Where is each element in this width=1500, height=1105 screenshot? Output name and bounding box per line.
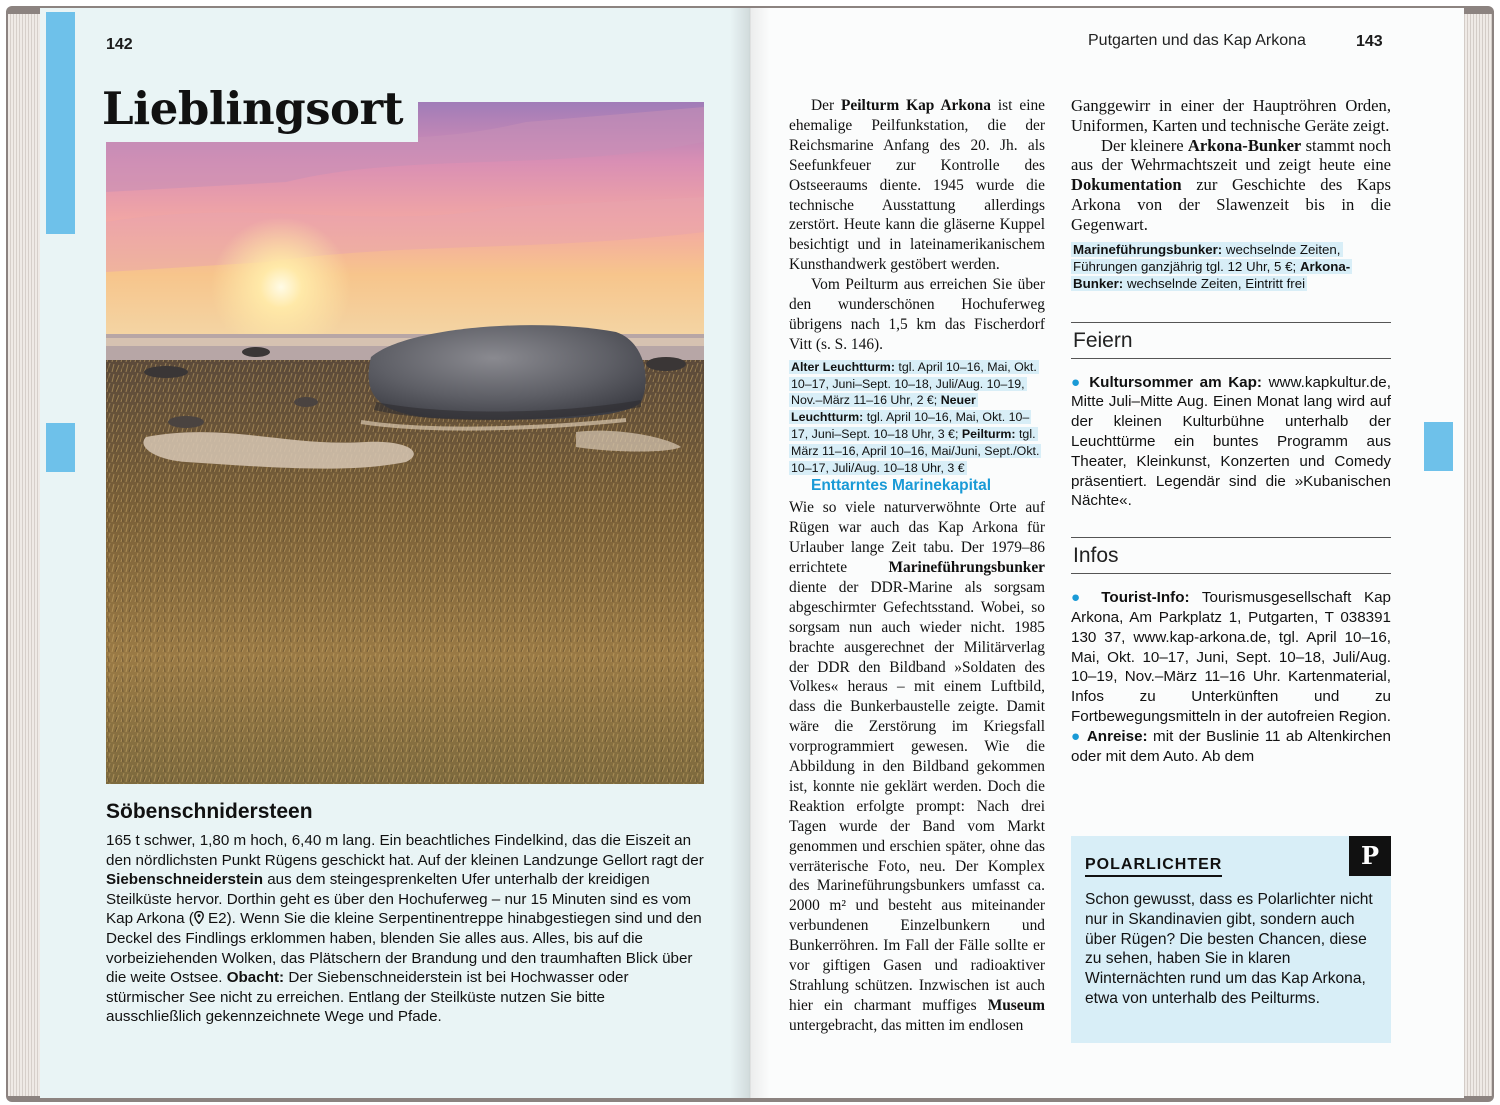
tourist-info-entry bbox=[1071, 588, 1391, 727]
text-run: Der bbox=[811, 97, 842, 114]
highlight bbox=[1071, 242, 1352, 291]
paragraph: Ganggewirr in einer der Hauptröhren Orden, Uniformen, Karten und technische Geräte zeigt. bbox=[1071, 96, 1391, 135]
text-run: tgl. April 10–16, Mai, Okt. 10–17, Juni–Sept. 10–18 Uhr, 3 €; bbox=[791, 410, 1030, 441]
text-run: 165 t schwer, 1,80 m hoch, 6,40 m lang. Ein beachtliches Findelkind, das die Eiszeit an den nördlichsten Punkt Rügens geschickt hat. Auf der kleinen Landzunge Gellort ragt der bbox=[106, 832, 704, 869]
paragraph: Vom Peilturm aus erreichen Sie über den wunderschönen Hochuferweg übrigens nach 1,5 km das Fischerdorf Vitt (s. S. 146). bbox=[789, 276, 1045, 353]
feiern-entry bbox=[1071, 373, 1391, 512]
anreise-entry bbox=[1071, 727, 1391, 767]
book-gutter bbox=[730, 8, 770, 1098]
bullet-dot-icon: ● bbox=[1071, 373, 1083, 391]
page-number-right: 143 bbox=[1356, 33, 1383, 50]
text-run: E2). Wenn Sie die kleine Serpentinentreppe hinabgestiegen sind und den Deckel des Findlings erklommen haben, blenden Sie alles aus. Alles, bis auf die vorbeiziehenden Wolken, das Plätschern der Brandung und den traumhaften Blick über die weite Ostsee. bbox=[106, 910, 702, 987]
text-run: Wie so viele naturverwöhnte Orte auf Rügen war auch das Kap Arkona für Urlauber lange Zeit tabu. Der 1979–86 errichtete bbox=[789, 499, 1045, 576]
text-run: tgl. März 11–16, April 10–16, Mai/Juni, Sept./Okt. 10–17, Juli/Aug. 10–18 Uhr, 3 € bbox=[791, 426, 1040, 475]
box-text: Schon gewusst, dass es Polarlichter nicht nur in Skandinavien gibt, sondern auch über Rügen? Die besten Chancen, diese zu sehen, haben Sie in klaren Winternächten rund um das Kap Arkona, etwa von unterhalb des Peilturms. bbox=[1085, 891, 1373, 1007]
text-run: wechselnde Zeiten, Eintritt frei bbox=[1123, 275, 1306, 291]
text-run: wechselnde Zeiten, Führungen ganzjährig tgl. 12 Uhr, 5 €; bbox=[1073, 241, 1341, 274]
bold-term: Kultursommer am Kap: bbox=[1089, 373, 1262, 391]
right-column-1 bbox=[789, 96, 1045, 1036]
opening-hours-info bbox=[789, 359, 1045, 477]
text-run: Der kleinere bbox=[1101, 135, 1188, 155]
paragraph bbox=[1071, 136, 1391, 235]
text-run: aus dem steingesprenkelten Ufer unterhalb der kreidigen Steilküste hervor. Dorthin geht es über den Hochuferweg – nur 15 Minuten sind es vom Kap Arkona ( bbox=[106, 871, 692, 928]
bold-term: Museum bbox=[987, 996, 1045, 1014]
bullet-dot-icon: ● bbox=[1071, 727, 1082, 745]
bold-term: Peilturm Kap Arkona bbox=[841, 97, 991, 114]
bold-term: Obacht: bbox=[226, 969, 285, 987]
text-run: untergebracht, das mitten im endlosen bbox=[789, 1016, 1024, 1034]
bold-term: Marineführungsbunker: bbox=[1073, 241, 1223, 257]
bold-term: Anreise: bbox=[1086, 727, 1148, 745]
bold-term: Peilturm: bbox=[961, 426, 1016, 441]
photo-boulder-sunset bbox=[106, 102, 704, 784]
paragraph bbox=[789, 498, 1045, 1035]
bold-term: Tourist-Info: bbox=[1101, 589, 1190, 607]
text-run: ist eine ehemalige Peilfunkstation, die der Reichsmarine Anfang des 20. Jh. als Seefunkfeuer zur Kontrolle des Ostseeraums diente. 1945 wurde die technische Ausstattung allerdings zerstört. Heute kann die gläserne Kuppel besichtigt und in lateinamerikanischem Kunsthandwerk gestöbert werden. bbox=[789, 97, 1045, 274]
text-run: Tourismusgesellschaft Kap Arkona, Am Parkplatz 1, Putgarten, T 038391 130 37, www.kap-arkona.de, tgl. April 10–16, Mai, Okt. 10–17, Juni, Sept. 10–18, Juli/Aug. 10–19, Nov.–März 11–16 Uhr. Kartenmaterial, Infos zu Unterkünften und zu Fortbewegungsmitteln in der autofreien Region. bbox=[1071, 589, 1391, 725]
bold-term: Arkona-Bunker bbox=[1187, 135, 1302, 155]
page-title: Lieblingsort bbox=[102, 82, 404, 135]
bold-term: Arkona-Bunker: bbox=[1073, 258, 1351, 291]
box-title: POLARLICHTER bbox=[1085, 856, 1222, 877]
section-heading-infos: Infos bbox=[1071, 537, 1391, 574]
section-heading-marinekapital: Enttarntes Marinekapital bbox=[811, 477, 992, 495]
bold-term: Alter Leuchtturm: bbox=[791, 359, 895, 374]
text-run: stammt noch aus der Wehrmachtszeit und zeigt heute eine bbox=[1071, 135, 1391, 175]
p-badge-icon: P bbox=[1349, 836, 1391, 876]
bold-term: Siebenschneiderstein bbox=[106, 871, 263, 889]
text-run: Der Siebenschneiderstein ist bei Hochwasser oder stürmischer See nicht zu erreichen. Entlang der Steilküste nutzen Sie bitte ausschließlich gekennzeichnete Wege und Pfade. bbox=[106, 969, 629, 1026]
paragraph bbox=[789, 96, 1045, 275]
text-run: mit der Buslinie 11 ab Altenkirchen oder mit dem Auto. Ab dem bbox=[1071, 727, 1391, 765]
map-pin-icon bbox=[194, 910, 204, 923]
bold-term: Marineführungsbunker bbox=[888, 558, 1045, 576]
page-edges-right bbox=[1462, 14, 1492, 1096]
bold-term: Dokumentation bbox=[1071, 175, 1182, 195]
page-number-left: 142 bbox=[106, 36, 133, 53]
section-subtitle: Söbenschnidersteen bbox=[106, 800, 313, 823]
bold-term: Neuer Leuchtturm: bbox=[791, 393, 976, 425]
right-column-2 bbox=[1071, 96, 1391, 766]
text-run: www.kapkultur.de, Mitte Juli–Mitte Aug. Einen Monat lang wird auf der kleinen Kulturbühne unterhalb der Leuchttürme ein buntes Programm aus Theater, Kleinkunst, Konzerten und Comedy präsentiert. Legendär sind die »Kubanischen Nächte«. bbox=[1071, 373, 1391, 510]
bullet-dot-icon: ● bbox=[1071, 589, 1089, 607]
bunker-info bbox=[1071, 241, 1391, 292]
text-run: tgl. April 10–16, Mai, Okt. 10–17, Juni–Sept. 10–18, Juli/Aug. 10–19, Nov.–März 11–16 Uhr, 2 €; bbox=[791, 359, 1037, 408]
section-heading-feiern: Feiern bbox=[1071, 322, 1391, 359]
chapter-tab-mid-left bbox=[46, 423, 75, 472]
photo-illustration bbox=[106, 102, 704, 784]
chapter-tab-top-left bbox=[46, 12, 75, 234]
running-header: Putgarten und das Kap Arkona bbox=[1088, 32, 1306, 49]
highlight bbox=[789, 360, 1041, 475]
text-run: diente der DDR-Marine als sorgsam abgeschirmter Gefechtsstand. Wobei, so sorgsam nun auch wieder nicht. 1985 brachte ausgerechnet der Militärverlag der DDR den Bildband »Soldaten des Volkes« heraus – mit einem Luftbild, dass die Bunkerbaustelle zeigte. Damit wäre die Zerstörung im Kriegsfall vorprogrammiert gewesen. Wie die Abbildung in den Bildband gekommen ist, konnte nie geklärt werden. Doch die Reaktion erfolgte prompt: Nach drei Tagen wurde der Band vom Markt genommen und erschien später, ohne das verräterische Foto, neu. Der Komplex des Marineführungsbunkers umfasst ca. 2000 m² und besteht aus miteinander verbundenen Einzelbunkern und Bunkerröhren. Im Fall der Fälle sollte er vor giftigen Gasen und radioaktiver Strahlung schützen. Inzwischen ist auch hier ein charmant muffiges bbox=[789, 578, 1045, 1014]
left-body-text bbox=[106, 831, 704, 1027]
info-box-polarlichter bbox=[1071, 836, 1391, 1043]
text-run: zur Geschichte des Kaps Arkona von der Slawenzeit bis in die Gegenwart. bbox=[1071, 175, 1391, 234]
chapter-tab-mid-right bbox=[1424, 422, 1453, 471]
